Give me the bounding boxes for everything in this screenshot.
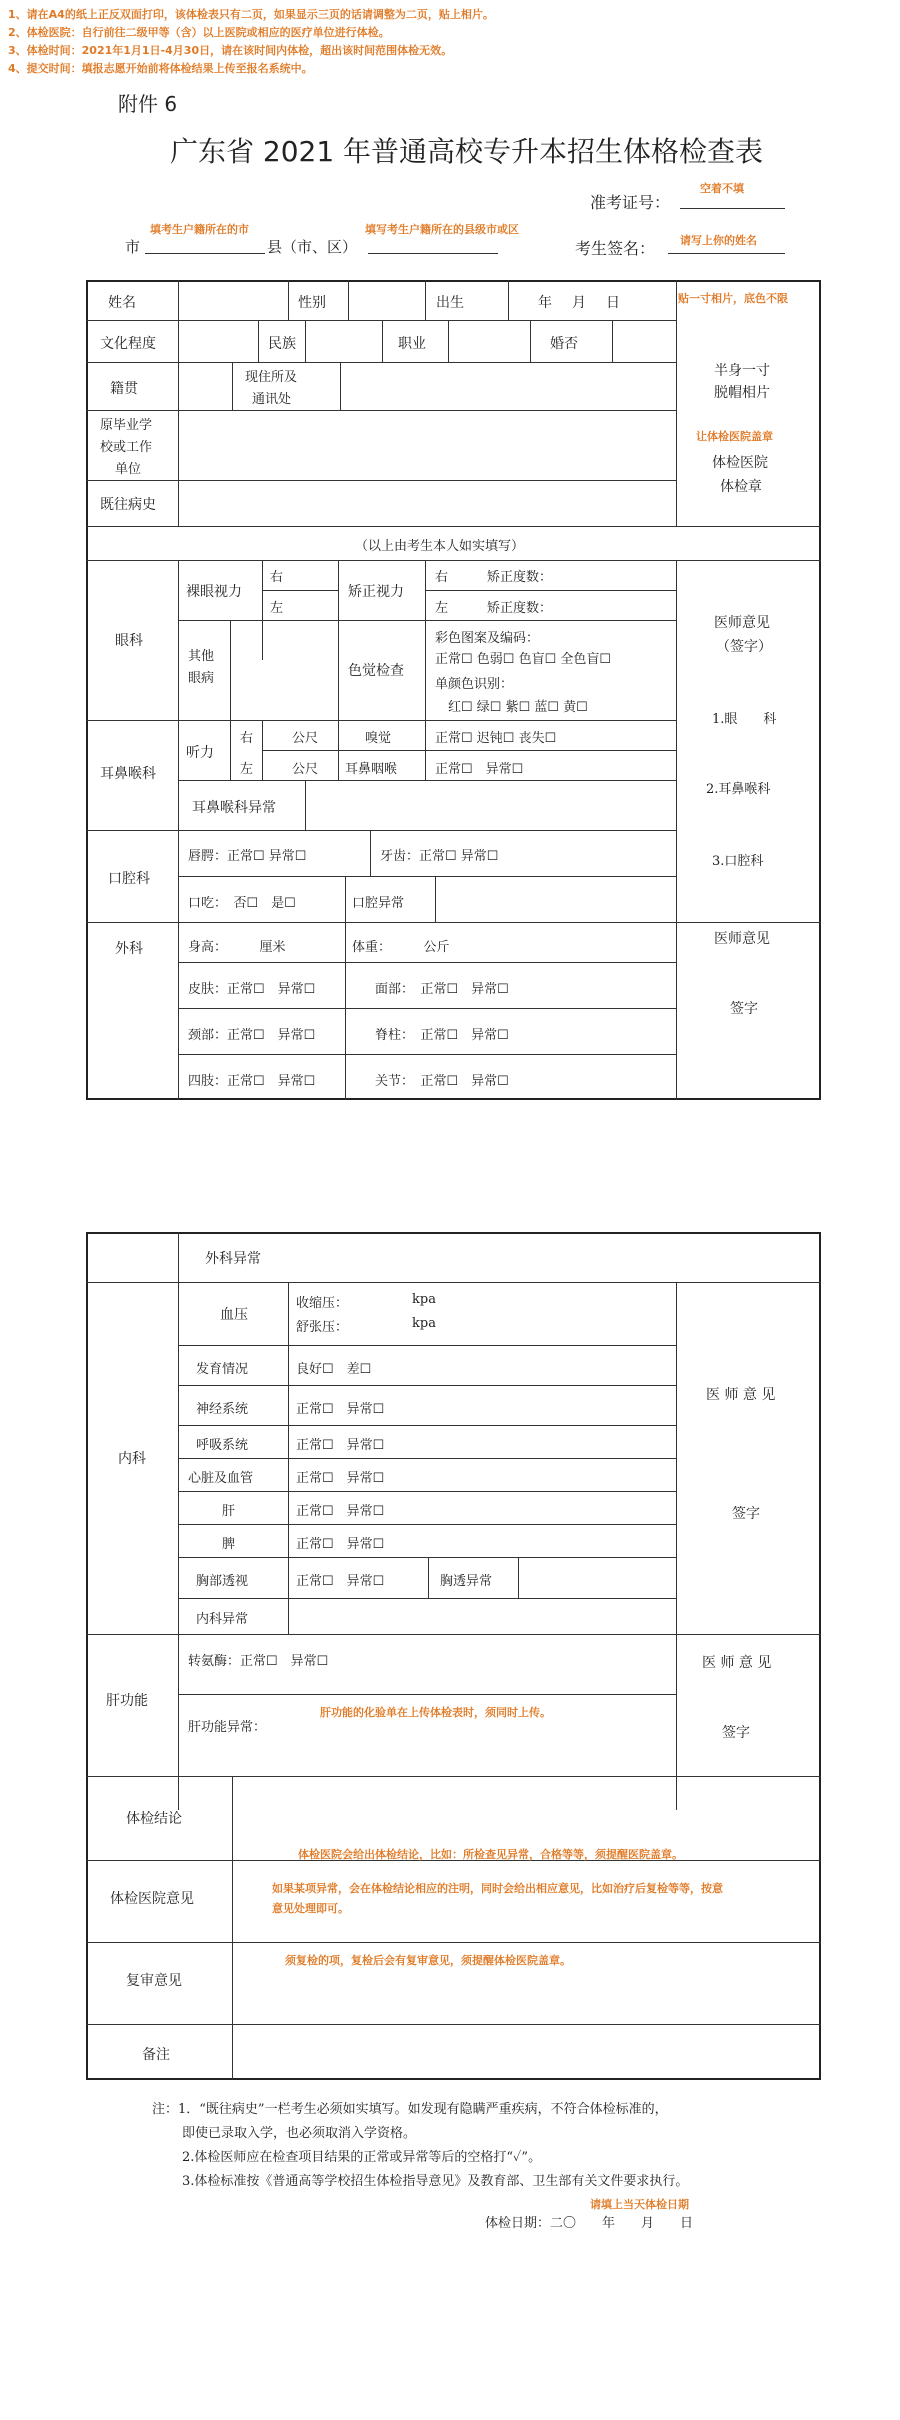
signature-label: 考生签名： <box>575 239 656 258</box>
review-hint: 须复检的项，复检后会有复审意见，须提醒体检医院盖章。 <box>285 1954 571 1967</box>
label-diastolic: 舒张压： <box>296 1320 349 1335</box>
label-nerve: 神经系统 <box>196 1402 249 1417</box>
label-history: 既往病史 <box>100 497 156 513</box>
doctor-sign: 签字 <box>730 1001 758 1017</box>
surgery-face[interactable]: 面部： 正常☐ 异常☐ <box>375 982 509 997</box>
systolic-unit[interactable]: kpa <box>412 1292 436 1307</box>
nerve-opts[interactable]: 正常☐ 异常☐ <box>296 1402 385 1417</box>
footnote-2: 2.体检医师应在检查项目结果的正常或异常等后的空格打“✓”。 <box>182 2150 542 2165</box>
label-throat: 耳鼻咽喉 <box>345 762 398 777</box>
label-day: 日 <box>606 295 620 311</box>
doctor-sign-paren: （签字） <box>716 639 772 655</box>
surgery-joints[interactable]: 关节： 正常☐ 异常☐ <box>375 1074 509 1089</box>
mono-opts[interactable]: 红☐ 绿☐ 紫☐ 蓝☐ 黄☐ <box>448 700 588 715</box>
label-name: 姓名 <box>108 295 136 311</box>
surgery-spine[interactable]: 脊柱： 正常☐ 异常☐ <box>375 1028 509 1043</box>
label-ent-abnormal: 耳鼻喉科异常 <box>192 800 276 816</box>
label-hearing: 听力 <box>186 745 214 761</box>
oral-lips[interactable]: 唇腭：正常☐ 异常☐ <box>188 849 307 864</box>
label-development: 发育情况 <box>196 1362 249 1377</box>
section-eye: 眼科 <box>115 633 143 649</box>
label-origin: 籍贯 <box>110 381 138 397</box>
label-school-3: 单位 <box>115 462 142 477</box>
county-line[interactable] <box>368 253 498 254</box>
label-spleen: 脾 <box>222 1537 236 1552</box>
liver-opts[interactable]: 正常☐ 异常☐ <box>296 1504 385 1519</box>
transaminase-opts[interactable]: 转氨酶：正常☐ 异常☐ <box>188 1654 329 1669</box>
section-ent: 耳鼻喉科 <box>100 766 156 782</box>
mono-label: 单颜色识别： <box>435 677 514 692</box>
footnote-3: 3.体检标准按《普通高等学校招生体检指导意见》及教育部、卫生部有关文件要求执行。 <box>182 2174 689 2189</box>
label-corrected: 矫正视力 <box>348 584 404 600</box>
exam-no-label: 准考证号： <box>590 193 671 212</box>
photo-line4: 体检章 <box>720 479 762 495</box>
hospital-hint-2: 意见处理即可。 <box>272 1902 349 1915</box>
hearing-right[interactable]: 右 公尺 <box>240 731 319 746</box>
footnote-1b: 即使已录取入学，也必须取消入学资格。 <box>182 2126 417 2141</box>
label-corr-left: 左 矫正度数： <box>435 601 553 616</box>
diastolic-unit[interactable]: kpa <box>412 1316 436 1331</box>
section-surgery: 外科 <box>115 941 143 957</box>
internal-doctor-sign: 签字 <box>732 1506 760 1522</box>
label-birth: 出生 <box>436 295 464 311</box>
label-residence: 现住所及 <box>245 370 298 385</box>
doctor-item-3: 3.口腔科 <box>712 854 764 869</box>
photo-line1: 半身一寸 <box>714 363 770 379</box>
county-label: 县（市、区） <box>267 238 358 256</box>
label-respiratory: 呼吸系统 <box>196 1438 249 1453</box>
label-school-2: 校或工作 <box>100 440 153 455</box>
label-corr-right: 右 矫正度数： <box>435 570 553 585</box>
signature-line[interactable] <box>668 253 785 254</box>
surgery-height[interactable]: 身高： 厘米 <box>188 940 286 955</box>
label-internal-abnormal: 内科异常 <box>196 1612 249 1627</box>
label-smell: 嗅觉 <box>365 731 392 746</box>
instruction-4: 4、提交时间：填报志愿开始前将体检结果上传至报名系统中。 <box>8 62 313 75</box>
label-left: 左 <box>270 601 284 616</box>
oral-teeth[interactable]: 牙齿：正常☐ 异常☐ <box>380 849 499 864</box>
label-heart: 心脏及血管 <box>188 1471 254 1486</box>
footnote-1: 注：1．“既往病史”一栏考生必须如实填写。如发现有隐瞒严重疾病，不符合体检标准的， <box>152 2102 668 2117</box>
liver-doctor-opinion: 医 师 意 见 <box>702 1655 772 1671</box>
stamp-hint: 让体检医院盖章 <box>696 430 773 443</box>
exam-no-line[interactable] <box>680 208 785 209</box>
section-internal: 内科 <box>118 1451 146 1467</box>
liver-doctor-sign: 签字 <box>722 1725 750 1741</box>
label-other-2: 眼病 <box>188 671 215 686</box>
section-oral: 口腔科 <box>108 871 150 887</box>
label-school-1: 原毕业学 <box>100 418 153 433</box>
instruction-3: 3、体检时间：2021年1月1日-4月30日，请在该时间内体检，超出该时间范围体检无效。 <box>8 44 453 57</box>
oral-stutter[interactable]: 口吃： 否☐ 是☐ <box>188 896 296 911</box>
county-hint: 填写考生户籍所在的县级市或区 <box>365 223 519 236</box>
city-line[interactable] <box>145 253 265 254</box>
label-color: 色觉检查 <box>348 663 404 679</box>
hospital-hint-1: 如果某项异常，会在体检结论相应的注明，同时会给出相应意见，比如治疗后复检等等，按意 <box>272 1882 723 1895</box>
chest-opts[interactable]: 正常☐ 异常☐ <box>296 1574 385 1589</box>
label-naked: 裸眼视力 <box>186 584 242 600</box>
doctor-opinion-2: 医师意见 <box>714 931 770 947</box>
label-systolic: 收缩压： <box>296 1296 349 1311</box>
surgery-neck[interactable]: 颈部：正常☐ 异常☐ <box>188 1028 316 1043</box>
label-education: 文化程度 <box>100 336 156 352</box>
instruction-1: 1、请在A4的纸上正反双面打印，该体检表只有二页，如果显示三页的话请调整为二页，贴上相片。 <box>8 8 494 21</box>
conclusion-hint: 体检医院会给出体检结论，比如：所检查见异常，合格等等，须提醒医院盖章。 <box>298 1848 683 1861</box>
photo-line3: 体检医院 <box>712 455 768 471</box>
label-other-1: 其他 <box>188 649 215 664</box>
liver-hint: 肝功能的化验单在上传体检表时，须同时上传。 <box>320 1706 551 1719</box>
label-occupation: 职业 <box>398 336 426 352</box>
signature-hint: 请写上你的姓名 <box>680 234 757 247</box>
exam-no-hint: 空着不填 <box>700 182 744 195</box>
smell-opts[interactable]: 正常☐ 迟钝☐ 丧失☐ <box>435 731 557 746</box>
development-opts[interactable]: 良好☐ 差☐ <box>296 1362 372 1377</box>
oral-abnormal: 口腔异常 <box>352 896 405 911</box>
label-conclusion: 体检结论 <box>126 1811 182 1827</box>
internal-doctor-opinion: 医 师 意 见 <box>706 1387 776 1403</box>
label-month: 月 <box>572 295 586 311</box>
doctor-opinion-1: 医师意见 <box>714 615 770 631</box>
photo-hint: 贴一寸相片，底色不限 <box>678 292 788 305</box>
date-hint: 请填上当天体检日期 <box>590 2198 689 2211</box>
label-liver: 肝 <box>222 1504 236 1519</box>
throat-opts[interactable]: 正常☐ 异常☐ <box>435 762 524 777</box>
heart-opts[interactable]: 正常☐ 异常☐ <box>296 1471 385 1486</box>
exam-date[interactable]: 体检日期：二〇 年 月 日 <box>485 2216 694 2231</box>
respiratory-opts[interactable]: 正常☐ 异常☐ <box>296 1438 385 1453</box>
label-xray-abnormal: 胸透异常 <box>440 1574 493 1589</box>
label-chest: 胸部透视 <box>196 1574 249 1589</box>
label-ethnicity: 民族 <box>268 336 296 352</box>
label-address: 通讯处 <box>252 392 292 407</box>
doctor-item-2: 2.耳鼻喉科 <box>706 782 771 797</box>
surgery-limbs[interactable]: 四肢：正常☐ 异常☐ <box>188 1074 316 1089</box>
city-label: 市 <box>125 238 141 256</box>
photo-line2: 脱帽相片 <box>714 385 770 401</box>
instruction-2: 2、体检医院：自行前往二级甲等（含）以上医院或相应的医疗单位进行体检。 <box>8 26 390 39</box>
surgery-weight[interactable]: 体重： 公斤 <box>352 940 450 955</box>
label-surgery-abnormal: 外科异常 <box>205 1251 261 1267</box>
attachment-label: 附件 6 <box>118 92 178 116</box>
color-opts[interactable]: 正常☐ 色弱☐ 色盲☐ 全色盲☐ <box>435 652 612 667</box>
surgery-skin[interactable]: 皮肤：正常☐ 异常☐ <box>188 982 316 997</box>
color-pic: 彩色图案及编码： <box>435 631 540 646</box>
label-year: 年 <box>538 295 552 311</box>
page-title: 广东省 2021 年普通高校专升本招生体格检查表 <box>170 135 764 168</box>
section-liver-func: 肝功能 <box>106 1693 148 1709</box>
label-bp: 血压 <box>220 1307 248 1323</box>
label-hospital-opinion: 体检医院意见 <box>110 1891 194 1907</box>
spleen-opts[interactable]: 正常☐ 异常☐ <box>296 1537 385 1552</box>
label-remarks: 备注 <box>142 2047 170 2063</box>
label-liver-abnormal: 肝功能异常： <box>188 1720 267 1735</box>
label-review: 复审意见 <box>126 1973 182 1989</box>
city-hint: 填考生户籍所在的市 <box>150 223 249 236</box>
label-marital: 婚否 <box>550 336 578 352</box>
hearing-left[interactable]: 左 公尺 <box>240 762 319 777</box>
self-fill-note: （以上由考生本人如实填写） <box>355 539 525 554</box>
label-right: 右 <box>270 570 284 585</box>
label-gender: 性别 <box>298 295 326 311</box>
doctor-item-1: 1.眼 科 <box>712 712 777 727</box>
